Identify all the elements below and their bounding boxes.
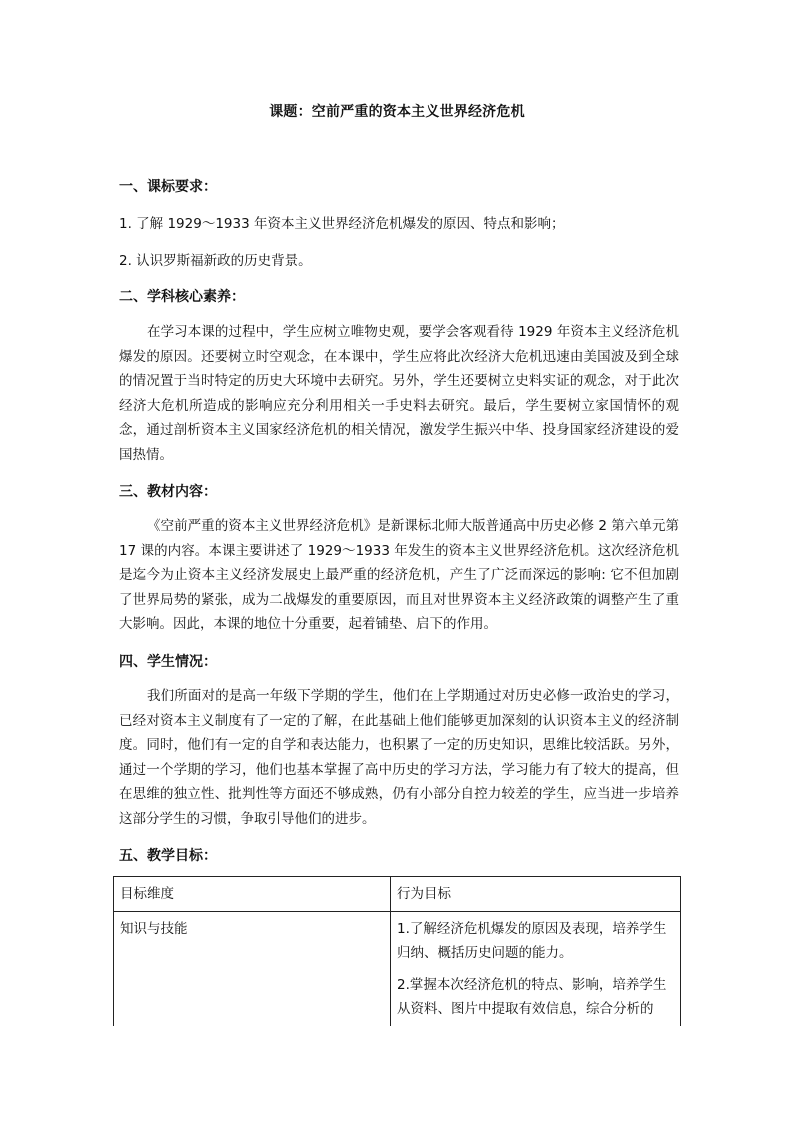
section-heading-4: 四、学生情况：: [119, 654, 217, 670]
section-paragraph-2: 在学习本课的过程中，学生应树立唯物史观，要学会客观看待 1929 年资本主义经济危机爆发的原因。还要树立时空观念，在本课中，学生应将此次经济大危机迅速由美国波及到全球的情况置于当时特定的历史大环境中去研究。另外，学生还要树立史料实证的观念，对于此次经济大危机所造成的影响应充分利用相关一手史料去研究。最后，学生要树立家国情怀的观念，通过剖析资本主义国家经济危机的相关情况，激发学生振兴中华、投身国家经济建设的爱国热情。: [119, 324, 679, 463]
section-paragraph-3: 《空前严重的资本主义世界经济危机》是新课标北师大版普通高中历史必修 2 第六单元第 17 课的内容。本课主要讲述了 1929～1933 年发生的资本主义世界经济危机。这次经济危机是迄今为止资本主义经济发展史上最严重的经济危机，产生了广泛而深远的影响: 它不但加剧了世界局势的紧张，成为二战爆发的重要原因，而且对世界资本主义经济政策的调整产生了重大影响。因此，本课的地位十分重要，起着铺垫、启下的作用。: [119, 518, 679, 633]
list-item-1: 1. 了解 1929～1933 年资本主义世界经济危机爆发的原因、特点和影响；: [119, 216, 565, 232]
list-item-2: 2. 认识罗斯福新政的历史背景。: [119, 253, 312, 269]
section-heading-1: 一、课标要求：: [119, 179, 217, 195]
table-header-row: [114, 877, 681, 912]
table-header-goal: 行为目标: [391, 877, 681, 912]
page-title: 课题：空前严重的资本主义世界经济危机: [269, 104, 525, 120]
section-paragraph-4: 我们所面对的是高一年级下学期的学生，他们在上学期通过对历史必修一政治史的学习，已经对资本主义制度有了一定的了解，在此基础上他们能够更加深刻的认识资本主义的经济制度。同时，他们有一定的自学和表达能力，也积累了一定的历史知识，思维比较活跃。另外，通过一个学期的学习，他们也基本掌握了高中历史的学习方法，学习能力有了较大的提高，但在思维的独立性、批判性等方面还不够成熟，仍有小部分自控力较差的学生，应当进一步培养这部分学生的习惯，争取引导他们的进步。: [119, 688, 679, 827]
section-heading-3: 三、教材内容：: [119, 484, 217, 500]
table-cell-goals: [391, 912, 681, 1035]
goal-item: 2.掌握本次经济危机的特点、影响，培养学生从资料、图片中提取有效信息，综合分析的: [397, 977, 667, 1017]
goal-item: 1.了解经济危机爆发的原因及表现，培养学生归纳、概括历史问题的能力。: [397, 921, 667, 961]
table-cell-dimension: 知识与技能: [114, 912, 391, 1035]
page-bottom-margin: [0, 1026, 794, 1123]
section-heading-2: 二、学科核心素养：: [119, 289, 245, 305]
section-heading-5: 五、教学目标：: [119, 848, 217, 864]
table-header-dimension: 目标维度: [114, 877, 391, 912]
table-row: [114, 912, 681, 1035]
goals-table: [113, 876, 681, 1035]
